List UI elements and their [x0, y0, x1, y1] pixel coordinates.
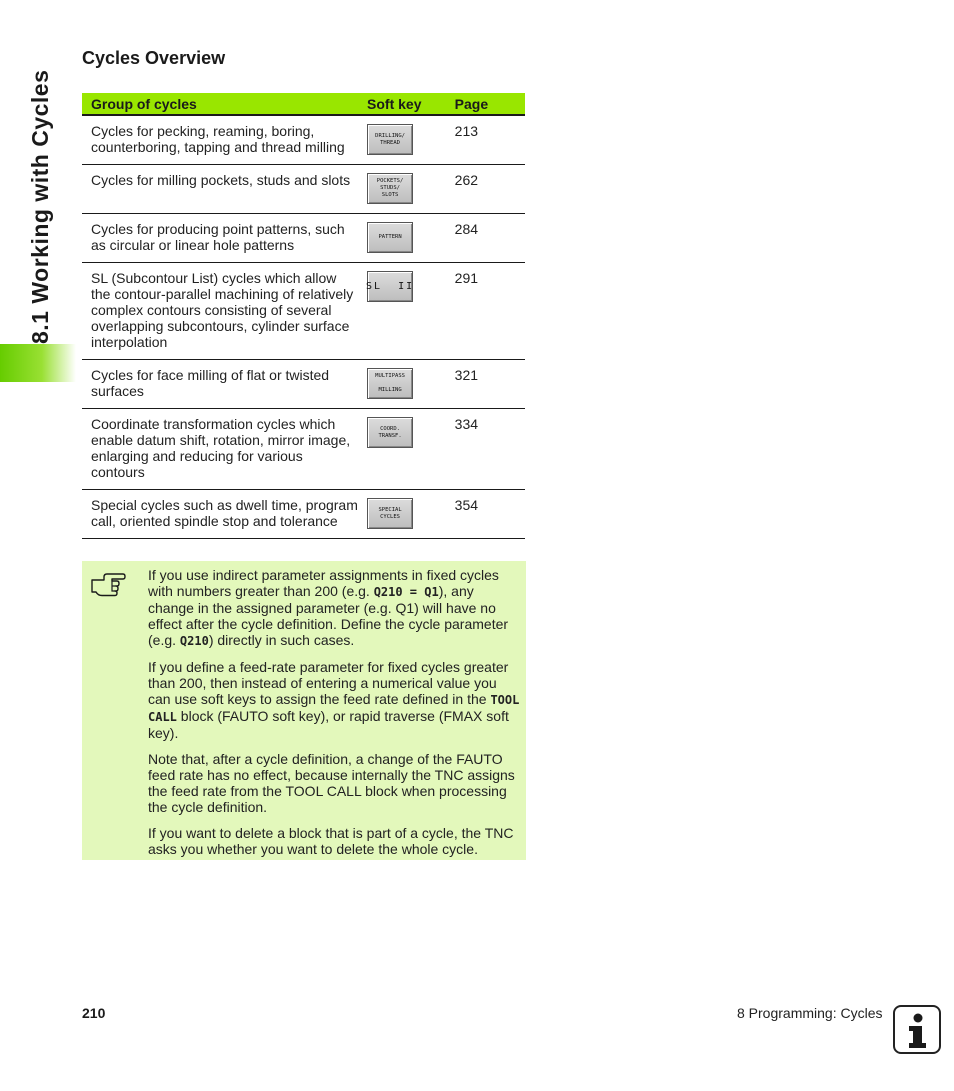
- coord-transf-softkey[interactable]: COORD. TRANSF.: [367, 417, 413, 448]
- header-group-of-cycles: Group of cycles: [82, 93, 358, 115]
- page-cell: 262: [446, 165, 525, 214]
- page-cell: 321: [446, 360, 525, 409]
- special-cycles-softkey[interactable]: SPECIAL CYCLES: [367, 498, 413, 529]
- chapter-tab-accent: [0, 344, 76, 382]
- cycle-group-cell: Cycles for pecking, reaming, boring, counterboring, tapping and thread milling: [82, 115, 358, 165]
- note-box: [82, 561, 526, 860]
- header-soft-key: Soft key: [358, 93, 446, 115]
- page-cell: 354: [446, 490, 525, 539]
- pointing-hand-icon: [90, 571, 126, 597]
- page-number: 210: [82, 1005, 106, 1021]
- code-tool-call: TOOL CALL: [148, 693, 520, 724]
- page-cell: 291: [446, 263, 525, 360]
- table-row: [82, 490, 525, 539]
- info-glyph: [895, 1007, 939, 1052]
- page-cell: 334: [446, 409, 525, 490]
- table-row: [82, 263, 525, 360]
- note-paragraph-3: Note that, after a cycle definition, a change of the FAUTO feed rate has no effect, because internally the TNC assigns the feed rate from the TOOL CALL block when processing the cycle definition.: [148, 751, 515, 815]
- table-row: [82, 165, 525, 214]
- header-page: Page: [446, 93, 525, 115]
- note-text-run: If you use indirect parameter assignments in fixed cycles with numbers greater than 200 (e.g.: [148, 567, 499, 599]
- code-q210-q1: Q210 = Q1: [373, 585, 439, 599]
- note-text-run: ), any change in the assigned parameter (e.g. Q1) will have no effect after the cycle definition. Define the cycle parameter (e.g.: [148, 583, 509, 648]
- note-text: [148, 567, 520, 867]
- soft-key-cell: [358, 263, 446, 360]
- cycle-group-cell: Cycles for face milling of flat or twisted surfaces: [82, 360, 358, 409]
- footer-chapter-label: 8 Programming: Cycles: [737, 1005, 883, 1021]
- note-text-run: If you define a feed-rate parameter for fixed cycles greater than 200, then instead of entering a numerical value you can use soft keys to assign the feed rate defined in the: [148, 659, 509, 707]
- page-cell: 284: [446, 214, 525, 263]
- cycle-group-cell: Cycles for producing point patterns, such as circular or linear hole patterns: [82, 214, 358, 263]
- sl-ii-softkey[interactable]: SL II: [367, 271, 413, 302]
- soft-key-cell: [358, 360, 446, 409]
- table-row: [82, 214, 525, 263]
- page-cell: 213: [446, 115, 525, 165]
- note-text-run: ) directly in such cases.: [208, 632, 355, 648]
- pockets-studs-slots-softkey[interactable]: POCKETS/ STUDS/ SLOTS: [367, 173, 413, 204]
- soft-key-cell: [358, 409, 446, 490]
- section-title: Cycles Overview: [82, 48, 226, 68]
- note-paragraph-1: [148, 567, 520, 649]
- pattern-softkey[interactable]: PATTERN: [367, 222, 413, 253]
- chapter-side-title-text: 8.1 Working with Cycles: [27, 69, 53, 344]
- cycles-overview-table: [82, 93, 525, 539]
- drilling-thread-softkey[interactable]: DRILLING/ THREAD: [367, 124, 413, 155]
- table-header-row: [82, 93, 525, 115]
- soft-key-cell: [358, 165, 446, 214]
- note-paragraph-2: [148, 659, 520, 741]
- soft-key-cell: [358, 490, 446, 539]
- note-text-run: block (FAUTO soft key), or rapid traverse (FMAX soft key).: [148, 708, 509, 741]
- soft-key-cell: [358, 115, 446, 165]
- info-icon: [893, 1005, 941, 1054]
- cycle-group-cell: Cycles for milling pockets, studs and slots: [82, 165, 358, 214]
- table-row: [82, 115, 525, 165]
- multipass-milling-softkey[interactable]: MULTIPASS MILLING: [367, 368, 413, 399]
- soft-key-cell: [358, 214, 446, 263]
- cycle-group-cell: SL (Subcontour List) cycles which allow the contour-parallel machining of relatively complex contours consisting of several overlapping subcontours, cylinder surface interpolation: [82, 263, 358, 360]
- cycle-group-cell: Coordinate transformation cycles which enable datum shift, rotation, mirror image, enlarging and reducing for various contours: [82, 409, 358, 490]
- table-row: [82, 409, 525, 490]
- cycle-group-cell: Special cycles such as dwell time, program call, oriented spindle stop and tolerance: [82, 490, 358, 539]
- table-row: [82, 360, 525, 409]
- code-q210: Q210: [179, 634, 209, 648]
- note-paragraph-4: If you want to delete a block that is part of a cycle, the TNC asks you whether you want to delete the whole cycle.: [148, 825, 514, 857]
